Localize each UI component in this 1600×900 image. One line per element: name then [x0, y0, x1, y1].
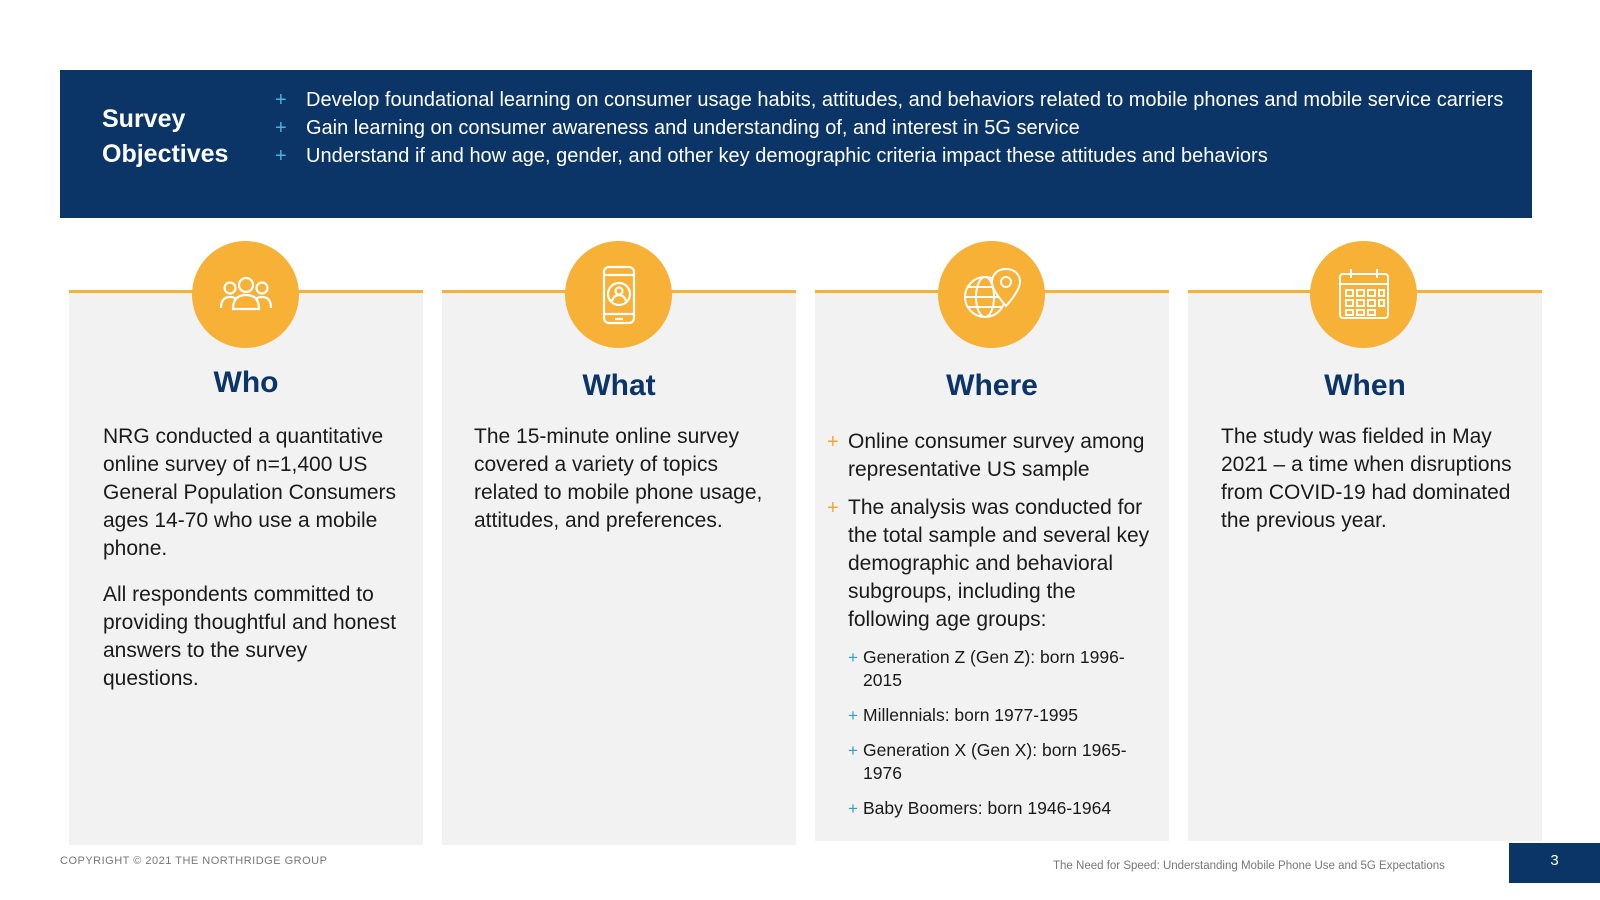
globe-location-pin-icon — [938, 241, 1045, 348]
objective-text: Gain learning on consumer awareness and understanding of, and interest in 5G service — [306, 117, 1080, 139]
age-groups-list — [848, 646, 1157, 820]
who-paragraph: All respondents committed to providing thoughtful and honest answers to the survey questions. — [103, 583, 397, 690]
objective-text: Understand if and how age, gender, and other key demographic criteria impact these attitudes and behaviors — [306, 145, 1268, 167]
where-card — [815, 293, 1169, 841]
what-title: What — [582, 369, 656, 402]
age-group-item — [848, 704, 1135, 727]
where-item — [827, 494, 1157, 820]
where-list — [827, 428, 1157, 830]
plus-icon: + — [827, 431, 839, 453]
who-title: Who — [213, 366, 279, 399]
when-title: When — [1324, 369, 1406, 402]
age-group-item — [848, 739, 1135, 785]
who-paragraph: NRG conducted a quantitative online survey of n=1,400 US General Population Consumers ages 14-70 who use a mobile phone. — [103, 425, 396, 560]
plus-icon: + — [275, 145, 287, 167]
banner-title — [102, 102, 252, 172]
age-group-text: Generation X (Gen X): born 1965-1976 — [863, 740, 1127, 783]
when-body — [1221, 423, 1526, 553]
where-title: Where — [946, 369, 1038, 402]
mobile-phone-user-icon — [565, 241, 672, 348]
plus-icon: + — [275, 117, 287, 139]
people-group-icon — [192, 241, 299, 348]
calendar-icon — [1310, 241, 1417, 348]
plus-icon: + — [275, 89, 287, 111]
what-body — [474, 423, 770, 553]
age-group-item — [848, 797, 1135, 820]
objective-item — [275, 114, 1510, 142]
objective-text: Develop foundational learning on consumer usage habits, attitudes, and behaviors related to mobile phones and mobile service carriers — [306, 89, 1504, 111]
when-card — [1188, 293, 1542, 841]
what-card — [442, 293, 796, 845]
objective-item — [275, 86, 1510, 114]
where-item — [827, 428, 1157, 484]
age-group-item — [848, 646, 1135, 692]
plus-icon: + — [848, 706, 858, 725]
when-paragraph: The study was fielded in May 2021 – a time when disruptions from COVID-19 had dominated the previous year. — [1221, 425, 1512, 532]
plus-icon: + — [848, 648, 858, 667]
who-body — [103, 423, 399, 711]
plus-icon: + — [848, 741, 858, 760]
age-group-text: Millennials: born 1977-1995 — [863, 705, 1078, 725]
page-number: 3 — [1509, 843, 1600, 883]
objective-item — [275, 142, 1510, 170]
where-item-text: The analysis was conducted for the total sample and several key demographic and behavioral subgroups, including the following age groups: — [848, 496, 1150, 631]
objectives-list — [275, 86, 1510, 170]
plus-icon: + — [848, 799, 858, 818]
who-card — [69, 293, 423, 845]
banner-title-line2: Objectives — [102, 140, 229, 168]
copyright-text: COPYRIGHT © 2021 THE NORTHRIDGE GROUP — [60, 855, 328, 867]
age-group-text: Baby Boomers: born 1946-1964 — [863, 798, 1112, 818]
what-paragraph: The 15-minute online survey covered a variety of topics related to mobile phone usage, attitudes, and preferences. — [474, 425, 763, 532]
report-title: The Need for Speed: Understanding Mobile Phone Use and 5G Expectations — [1053, 860, 1445, 872]
age-group-text: Generation Z (Gen Z): born 1996-2015 — [863, 647, 1125, 690]
plus-icon: + — [827, 497, 839, 519]
banner-title-line1: Survey — [102, 105, 186, 133]
survey-objectives-banner — [60, 70, 1532, 218]
where-item-text: Online consumer survey among representative US sample — [848, 430, 1145, 481]
